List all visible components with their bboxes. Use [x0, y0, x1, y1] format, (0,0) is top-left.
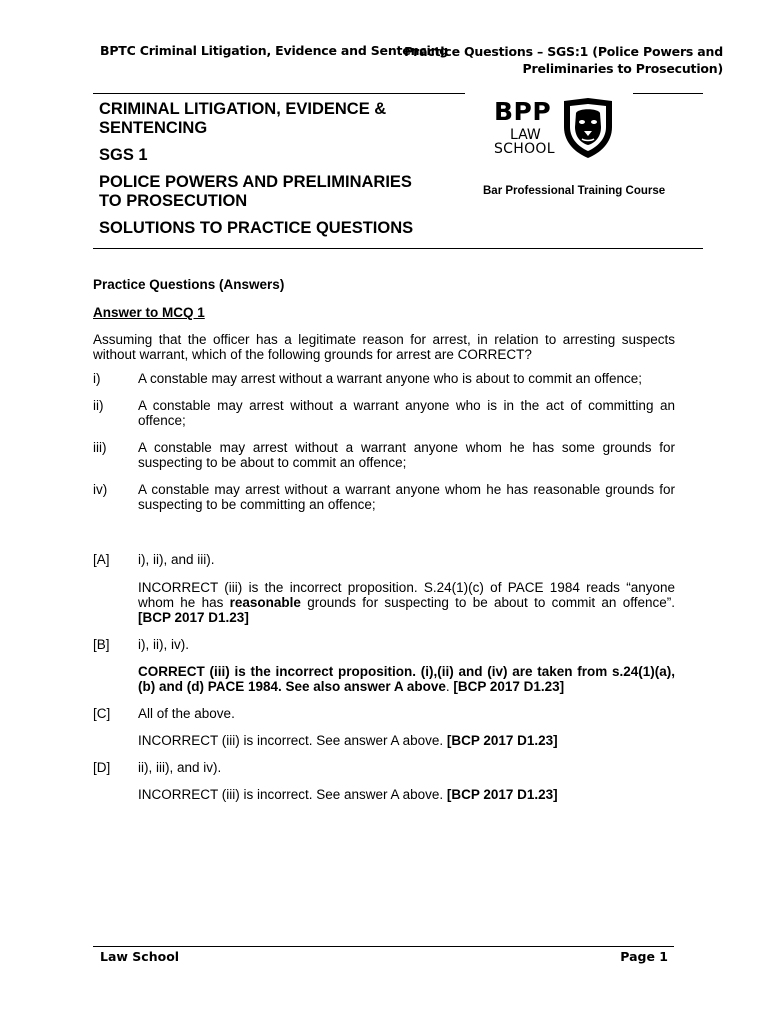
logo-bpp-text: BPP: [494, 97, 552, 126]
option-label: [A]: [93, 552, 110, 567]
option-text: ii), iii), and iv).: [138, 760, 222, 775]
proposition-label: i): [93, 371, 101, 386]
reference-citation: [BCP 2017 D1.23]: [446, 787, 558, 802]
proposition-text: A constable may arrest without a warrant anyone whom he has reasonable grounds for suspecting to be committing an offence;: [138, 482, 675, 512]
proposition-item: [93, 398, 675, 428]
footer-rule: [93, 946, 674, 947]
proposition-item: [93, 482, 675, 512]
option-label: [D]: [93, 760, 111, 775]
option-text: i), ii), iv).: [138, 637, 189, 652]
option-c: [93, 706, 675, 721]
option-text: All of the above.: [138, 706, 235, 721]
explanation-text: INCORRECT (iii) is incorrect. See answer A above.: [138, 733, 447, 748]
explanation-text: grounds for suspecting to be about to commit an offence”.: [300, 595, 675, 610]
header-rule-right: [633, 93, 703, 94]
reference-citation: [BCP 2017 D1.23]: [138, 610, 249, 625]
title-line-2: SENTENCING: [99, 119, 208, 137]
reference-citation: [BCP 2017 D1.23]: [446, 733, 558, 748]
title-line-1: CRIMINAL LITIGATION, EVIDENCE &: [99, 100, 387, 118]
logo-school-text: SCHOOL: [494, 141, 555, 157]
option-label: [C]: [93, 706, 111, 721]
proposition-text: A constable may arrest without a warrant anyone who is about to commit an offence;: [138, 371, 643, 386]
option-a-explanation: [93, 580, 675, 625]
header-rule-left: [93, 93, 465, 94]
document-title: [99, 100, 459, 238]
option-b-explanation: [93, 664, 675, 694]
running-header-left: BPTC Criminal Litigation, Evidence and Sentencing: [100, 43, 449, 58]
section-heading: Practice Questions (Answers): [93, 277, 285, 292]
explanation-emphasis: reasonable: [229, 595, 301, 610]
footer-left: Law School: [100, 949, 180, 964]
running-header-right-line2: Preliminaries to Prosecution): [522, 61, 723, 76]
proposition-label: iii): [93, 440, 107, 455]
reference-citation: [BCP 2017 D1.23]: [453, 679, 565, 694]
course-label: Bar Professional Training Course: [483, 185, 666, 197]
proposition-label: iv): [93, 482, 108, 497]
bpp-law-school-logo: [494, 97, 624, 159]
explanation-text: .: [445, 679, 454, 694]
title-line-6: SOLUTIONS TO PRACTICE QUESTIONS: [99, 219, 414, 237]
answer-heading: Answer to MCQ 1: [93, 305, 205, 320]
proposition-label: ii): [93, 398, 104, 413]
logo-law-text: LAW: [510, 127, 541, 143]
option-label: [B]: [93, 637, 110, 652]
explanation-emphasis: CORRECT (iii) is the incorrect proposition. (i),(ii) and (iv) are taken from s.24(1)(a), (b) and (d) PACE 1984. See also answer A above: [138, 664, 675, 694]
title-line-4: POLICE POWERS AND PRELIMINARIES: [99, 173, 412, 191]
proposition-item: [93, 371, 675, 386]
proposition-item: [93, 440, 675, 470]
option-c-explanation: [93, 733, 675, 748]
running-header-right: [404, 43, 723, 77]
option-b: [93, 637, 675, 652]
document-body: [93, 277, 675, 802]
running-header-right-line1: Practice Questions – SGS:1 (Police Powers and: [404, 44, 723, 59]
option-d-explanation: [93, 787, 675, 802]
question-text: Assuming that the officer has a legitimate reason for arrest, in relation to arresting suspects without warrant, which of the following grounds for arrest are CORRECT?: [93, 332, 675, 362]
option-d: [93, 760, 675, 775]
explanation-text: INCORRECT (iii) is incorrect. See answer A above.: [138, 787, 447, 802]
lion-shield-icon: [560, 97, 616, 159]
explanation-text: INCORRECT (iii) is the incorrect proposition. S.24(1)(c) of PACE 1984 reads “anyone whom he has: [138, 580, 675, 610]
proposition-text: A constable may arrest without a warrant anyone who is in the act of committing an offence;: [138, 398, 675, 428]
page-number: Page 1: [620, 949, 668, 964]
title-line-5: TO PROSECUTION: [99, 192, 248, 210]
title-line-3: SGS 1: [99, 146, 148, 164]
title-divider: [93, 248, 703, 249]
option-a: [93, 552, 675, 567]
option-text: i), ii), and iii).: [138, 552, 215, 567]
proposition-text: A constable may arrest without a warrant anyone whom he has some grounds for suspecting to be about to commit an offence;: [138, 440, 675, 470]
